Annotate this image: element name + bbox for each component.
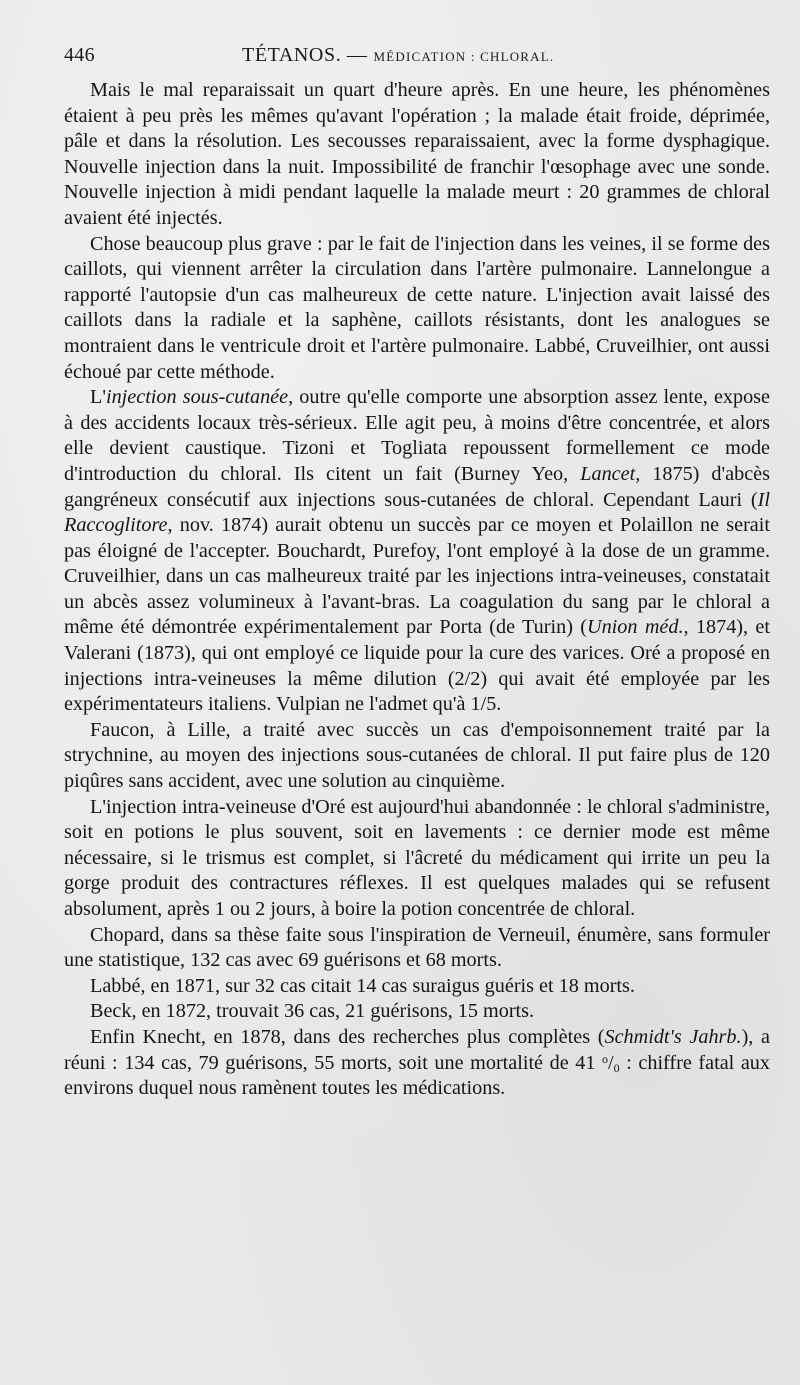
text-run: : chiffre fatal aux environs duquel nous ramènent toutes les médications. bbox=[64, 1051, 770, 1100]
paragraph bbox=[64, 974, 770, 1000]
running-header bbox=[64, 44, 770, 78]
text-run: Faucon, à Lille, a traité avec succès un cas d'empoisonnement traité par la strychnine, au moyen des injections sous-cutanées de chloral. Il put faire plus de 120 piqûres sans accident, avec une solution au cinquième. bbox=[64, 718, 770, 793]
text-run: / bbox=[608, 1051, 614, 1074]
paragraph bbox=[64, 999, 770, 1025]
text-run: , 1875) d'abcès gangréneux consécutif aux injections sous-cutanées de chloral. Cependant Lauri ( bbox=[64, 462, 770, 511]
paragraph bbox=[64, 78, 770, 232]
text-run: L'injection intra-veineuse d'Oré est aujourd'hui abandonnée : le chloral s'administre, soit en potions le plus souvent, soit en lavements : ce dernier mode est même nécessaire, si le trismus est complet, si l'âcreté du médicament qui irrite un peu la gorge produit des contractures réflexes. Il est quelques malades qui se refusent absolument, après 1 ou 2 jours, à boire la potion concentrée de chloral. bbox=[64, 795, 770, 920]
text-run: Chose beaucoup plus grave : par le fait de l'injection dans les veines, il se forme des caillots, qui viennent arrêter la circulation dans l'artère pulmonaire. Lannelongue a rapporté l'autopsie d'un cas malheureux de cette nature. L'injection avait laissé des caillots dans la radiale et la saphène, caillots résistants, dont les analogues se montraient dans le ventricule droit et l'artère pulmonaire. Labbé, Cruveilhier, ont aussi échoué par cette méthode. bbox=[64, 232, 770, 383]
text-run: o bbox=[602, 1051, 609, 1066]
paragraph bbox=[64, 923, 770, 974]
running-title: TÉTANOS. — bbox=[242, 44, 368, 66]
paragraph bbox=[64, 232, 770, 386]
paragraph bbox=[64, 1025, 770, 1102]
paragraph bbox=[64, 385, 770, 718]
running-subtitle: MÉDICATION : CHLORAL. bbox=[373, 49, 555, 64]
paragraph bbox=[64, 795, 770, 923]
text-run: outre qu'elle comporte une absorption assez lente, expose à des accidents locaux très-sérieux. Elle agit peu, à moins d'être concentrée, et alors elle devient caustique. Tizoni et Togliata repoussent formellement ce mode d'introduction du chloral. Ils citent un fait (Burney Yeo, bbox=[64, 386, 770, 485]
text-run: , nov. 1874) aurait obtenu un succès par ce moyen et Polaillon ne serait pas éloigné de l'accepter. Bouchardt, Purefoy, l'ont employé à la dose de un gramme. Cruveilhier, dans un cas malheureux traité par les injections intra-veineuses, constatait un abcès assez volumineux à l'avant-bras. La coagulation du sang par le chloral a même été démontrée expérimentalement par Porta (de Turin) ( bbox=[64, 514, 770, 639]
text-run: Chopard, dans sa thèse faite sous l'inspiration de Verneuil, énumère, sans formuler une statistique, 132 cas avec 69 guérisons et 68 morts. bbox=[64, 923, 770, 972]
text-run: Enfin Knecht, en 1878, dans des recherches plus complètes ( bbox=[90, 1025, 605, 1048]
page-number: 446 bbox=[64, 44, 95, 66]
text-run: ), a réuni : 134 cas, 79 guérisons, 55 morts, soit une mortalité de 41 bbox=[64, 1025, 771, 1074]
text-run: 0 bbox=[613, 1060, 620, 1075]
text-run: Mais le mal reparaissait un quart d'heure après. En une heure, les phénomènes étaient à peu près les mêmes qu'avant l'opération ; la malade était froide, déprimée, pâle et dans la résolution. Les secousses reparaissaient, avec la forme dysphagique. Nouvelle injection dans la nuit. Impossibilité de franchir l'œsophage avec une sonde. Nouvelle injection à midi pendant laquelle la malade meurt : 20 grammes de chloral avaient été injectés. bbox=[64, 79, 770, 229]
italic-text: Schmidt's Jahrb. bbox=[604, 1025, 742, 1048]
italic-text: injection sous-cutanée, bbox=[105, 386, 294, 409]
text-run: , 1874), et Valerani (1873), qui ont employé ce liquide pour la cure des varices. Oré a proposé en injections intra-veineuses la même dilution (2/2) qui avait été employée par les expérimentateurs italiens. Vulpian ne l'admet qu'à 1/5. bbox=[64, 616, 770, 716]
text-run: Beck, en 1872, trouvait 36 cas, 21 guérisons, 15 morts. bbox=[90, 1000, 535, 1023]
text-run: L' bbox=[90, 386, 106, 409]
paragraph bbox=[64, 718, 770, 795]
body-text bbox=[64, 78, 770, 1102]
text-run: Labbé, en 1871, sur 32 cas citait 14 cas suraigus guéris et 18 morts. bbox=[90, 974, 635, 997]
italic-text: Il Raccoglitore bbox=[64, 488, 770, 537]
italic-text: Union méd. bbox=[587, 616, 684, 639]
italic-text: Lancet bbox=[580, 462, 636, 485]
